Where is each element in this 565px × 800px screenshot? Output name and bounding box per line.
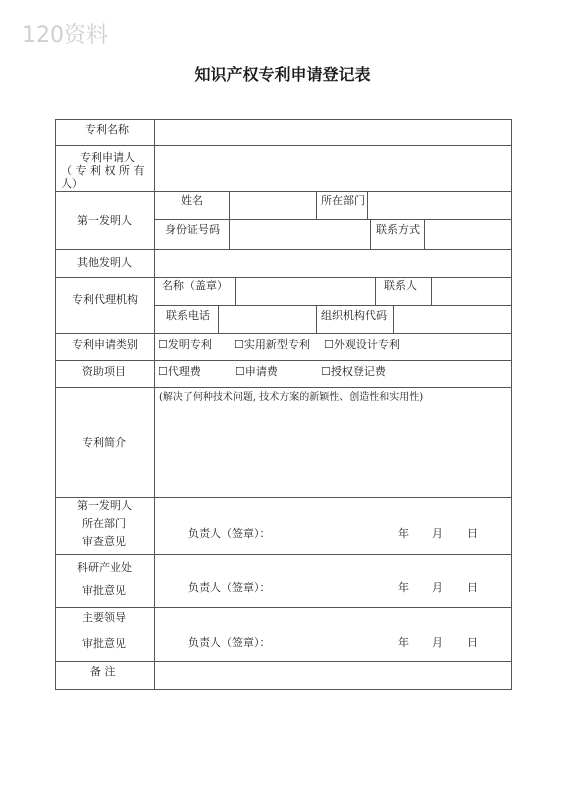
page-title: 知识产权专利申请登记表 <box>194 65 371 84</box>
form-line <box>55 387 512 388</box>
sign-label: 负责人（签章）： <box>188 581 271 594</box>
label-apply-type: 专利申请类别 <box>72 338 138 351</box>
form-line <box>370 219 371 249</box>
form-line <box>55 497 512 498</box>
form-line <box>393 305 394 333</box>
label-remarks: 备 注 <box>90 665 116 678</box>
summary-hint: (解决了何种技术问题, 技术方案的新颖性、创造性和实用性) <box>159 392 424 403</box>
form-line <box>55 277 512 278</box>
label-applicant: （ 专 利 权 所 有 <box>61 164 145 177</box>
watermark: 120资料 <box>22 23 108 48</box>
form-line <box>55 333 512 334</box>
label-name: 姓名 <box>181 194 203 207</box>
date-day: 日 <box>467 636 478 649</box>
label-applicant: 专利申请人 <box>80 151 135 164</box>
label-other-inventors: 其他发明人 <box>77 256 132 269</box>
form-line <box>367 191 368 219</box>
label-org-code: 组织机构代码 <box>321 309 387 322</box>
label-review-1: 审查意见 <box>82 535 126 548</box>
form-line <box>154 305 512 306</box>
label-review-1: 所在部门 <box>82 517 126 530</box>
form-line <box>55 554 512 555</box>
label-applicant: 人） <box>61 177 83 190</box>
form-line <box>55 145 512 146</box>
registration-form <box>55 119 512 690</box>
form-line <box>431 277 432 305</box>
date-day: 日 <box>467 527 478 540</box>
form-line <box>55 119 512 120</box>
label-id-number: 身份证号码 <box>165 223 220 236</box>
form-line <box>55 119 56 690</box>
form-line <box>154 119 155 690</box>
checkbox-application-fee[interactable]: ☐申请费 <box>235 365 278 378</box>
form-line <box>55 191 512 192</box>
label-summary: 专利简介 <box>82 436 126 449</box>
label-contact: 联系方式 <box>376 223 420 236</box>
form-line <box>55 689 512 690</box>
date-day: 日 <box>467 581 478 594</box>
label-department: 所在部门 <box>321 194 365 207</box>
form-line <box>229 191 230 219</box>
checkbox-grant-fee[interactable]: ☐授权登记费 <box>321 365 386 378</box>
date-year: 年 <box>398 581 409 594</box>
date-month: 月 <box>432 581 443 594</box>
form-line <box>55 607 512 608</box>
sign-label: 负责人（签章）： <box>188 636 271 649</box>
date-month: 月 <box>432 527 443 540</box>
checkbox-agency-fee[interactable]: ☐代理费 <box>158 365 201 378</box>
label-agency-name: 名称（盖章） <box>162 279 228 292</box>
checkbox-utility-model[interactable]: ☐实用新型专利 <box>234 338 310 351</box>
date-year: 年 <box>398 636 409 649</box>
form-line <box>316 305 317 333</box>
label-agency-person: 联系人 <box>384 279 417 292</box>
label-patent-name: 专利名称 <box>85 123 129 136</box>
sign-label: 负责人（签章）： <box>188 527 271 540</box>
label-phone: 联系电话 <box>166 309 210 322</box>
label-agency: 专利代理机构 <box>72 293 138 306</box>
label-review-3: 主要领导 <box>82 611 126 624</box>
label-review-1: 第一发明人 <box>77 499 132 512</box>
form-line <box>154 219 512 220</box>
form-line <box>55 249 512 250</box>
form-line <box>511 119 512 690</box>
checkbox-design[interactable]: ☐外观设计专利 <box>324 338 400 351</box>
label-review-2: 审批意见 <box>82 584 126 597</box>
form-line <box>218 305 219 333</box>
label-review-3: 审批意见 <box>82 637 126 650</box>
form-line <box>316 191 317 219</box>
date-year: 年 <box>398 527 409 540</box>
label-first-inventor: 第一发明人 <box>77 214 132 227</box>
form-line <box>55 360 512 361</box>
checkbox-invention[interactable]: ☐发明专利 <box>158 338 212 351</box>
label-funding: 资助项目 <box>82 365 126 378</box>
date-month: 月 <box>432 636 443 649</box>
form-line <box>55 661 512 662</box>
form-line <box>375 277 376 305</box>
form-line <box>424 219 425 249</box>
form-line <box>229 219 230 249</box>
label-review-2: 科研产业处 <box>77 561 132 574</box>
form-line <box>235 277 236 305</box>
